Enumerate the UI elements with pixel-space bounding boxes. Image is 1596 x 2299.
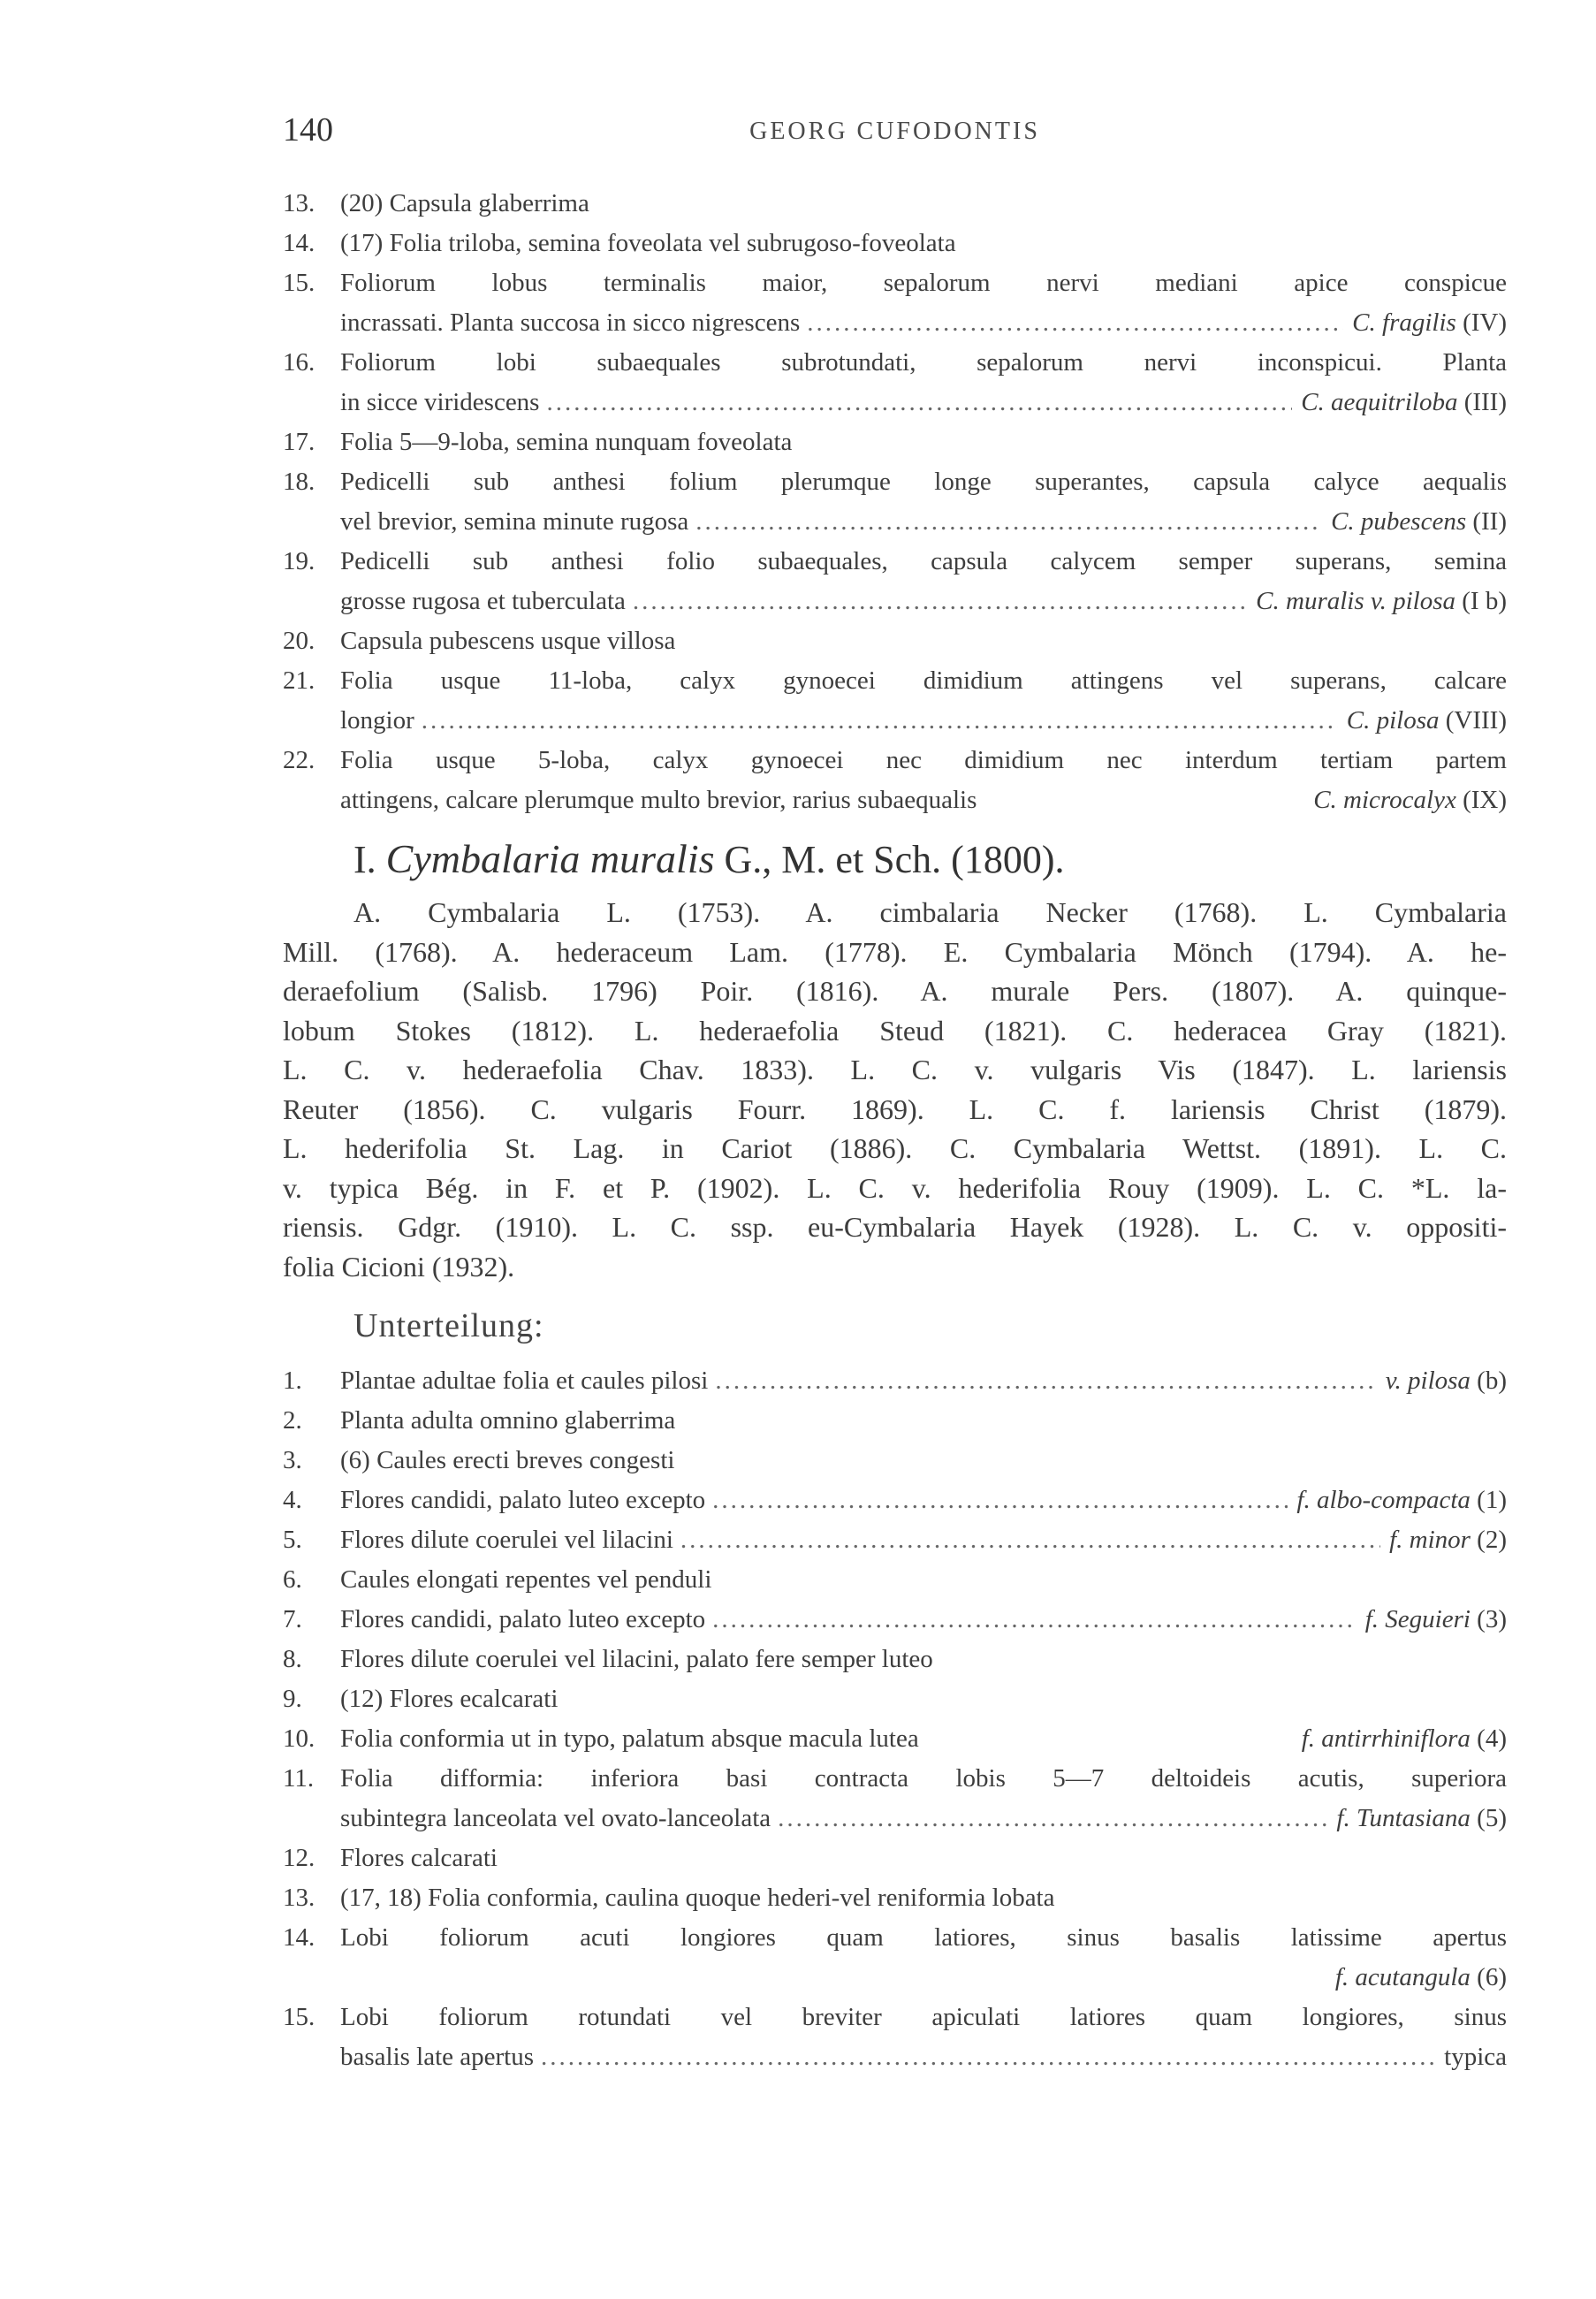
key-number: 14. xyxy=(283,1923,315,1952)
key-line xyxy=(283,184,1507,224)
taxon-code: (6) xyxy=(1470,1963,1507,1991)
key-number: 22. xyxy=(283,746,315,774)
key-text: (17, 18) Folia conformia, caulina quoque hederi-vel reniformia lobata xyxy=(340,1884,1055,1912)
taxon-code: (4) xyxy=(1470,1724,1507,1753)
key-line xyxy=(283,1799,1507,1838)
key-line xyxy=(283,1759,1507,1799)
species-numeral: I. xyxy=(353,838,376,881)
key-text: Capsula pubescens usque villosa xyxy=(340,627,676,655)
key-number: 12. xyxy=(283,1844,315,1872)
key-text: Folia usque 11-loba, calyx gynoecei dimidium attingens vel superans, calcare xyxy=(340,666,1507,695)
key-number: 20. xyxy=(283,627,315,655)
taxon-code: (5) xyxy=(1470,1804,1507,1832)
key-text: Lobi foliorum rotundati vel breviter apiculati latiores quam longiores, sinus xyxy=(340,2003,1507,2031)
taxon-code: (IX) xyxy=(1455,786,1507,814)
key-line xyxy=(283,462,1507,502)
key-number: 10. xyxy=(283,1724,315,1753)
taxon-name: C. muralis v. pilosa xyxy=(1256,587,1456,615)
taxon-code: (2) xyxy=(1470,1526,1507,1554)
key-text xyxy=(340,1958,1507,1998)
key-line xyxy=(283,661,1507,701)
key-text: Flores calcarati xyxy=(340,1844,498,1872)
key-text: Flores dilute coerulei vel lilacini, palato fere semper luteo xyxy=(340,1645,933,1673)
key-text: Lobi foliorum acuti longiores quam latiores, sinus basalis latissime apertus xyxy=(340,1923,1507,1952)
key-top xyxy=(283,184,1507,820)
leader-dots xyxy=(715,1361,1376,1401)
taxon-name: typica xyxy=(1444,2043,1507,2071)
key-text xyxy=(340,1600,1507,1640)
taxon-result xyxy=(1256,582,1507,621)
taxon-name: f. Tuntasiana xyxy=(1336,1804,1471,1832)
taxon-result xyxy=(1336,1799,1507,1838)
key-line xyxy=(283,1640,1507,1679)
page-number: 140 xyxy=(283,111,333,148)
key-line xyxy=(283,1600,1507,1640)
key-text: Planta adulta omnino glaberrima xyxy=(340,1406,676,1435)
key-number: 9. xyxy=(283,1685,302,1713)
key-text xyxy=(340,1361,1507,1401)
key-text xyxy=(340,582,1507,621)
taxon-code: (I b) xyxy=(1455,587,1507,615)
key-text-body: vel brevior, semina minute rugosa xyxy=(340,507,689,536)
key-bottom xyxy=(283,1361,1507,2077)
leader-dots xyxy=(422,701,1338,741)
key-text: Folia usque 5-loba, calyx gynoecei nec dimidium nec interdum tertiam partem xyxy=(340,746,1507,774)
key-text-body: Flores candidi, palato luteo excepto xyxy=(340,1605,706,1633)
taxon-result xyxy=(1386,1361,1507,1401)
key-number: 1. xyxy=(283,1366,302,1395)
key-text-body: in sicce viridescens xyxy=(340,388,540,416)
leader-dots xyxy=(680,1520,1380,1560)
taxon-code: (3) xyxy=(1470,1605,1507,1633)
species-name: Cymbalaria muralis xyxy=(385,836,715,881)
leader-dots xyxy=(541,2037,1435,2077)
key-line xyxy=(283,422,1507,462)
key-text xyxy=(340,502,1507,542)
taxon-code: (VIII) xyxy=(1439,706,1507,735)
key-text: (6) Caules erecti breves congesti xyxy=(340,1446,675,1474)
key-number: 5. xyxy=(283,1526,302,1554)
key-line xyxy=(283,1998,1507,2037)
synonymy-line: L. hederifolia St. Lag. in Cariot (1886). C. Cymbalaria Wettst. (1891). L. C. xyxy=(283,1132,1507,1164)
key-text: (17) Folia triloba, semina foveolata vel subrugoso-foveolata xyxy=(340,229,956,257)
key-text-body: Folia conformia ut in typo, palatum absque macula lutea xyxy=(340,1724,919,1753)
species-authors: G., M. et Sch. (1800). xyxy=(724,838,1065,881)
key-line xyxy=(283,1918,1507,1958)
key-text xyxy=(340,1520,1507,1560)
key-text: Folia 5—9-loba, semina nunquam foveolata xyxy=(340,428,793,456)
key-text xyxy=(340,303,1507,343)
synonymy-line: folia Cicioni (1932). xyxy=(283,1250,515,1283)
key-text xyxy=(340,2037,1507,2077)
synonymy-line: A. Cymbalaria L. (1753). A. cimbalaria Necker (1768). L. Cymbalaria xyxy=(353,896,1507,928)
key-line xyxy=(283,383,1507,422)
key-line xyxy=(283,1361,1507,1401)
taxon-result xyxy=(1301,383,1507,422)
taxon-result xyxy=(1352,303,1507,343)
key-number: 6. xyxy=(283,1565,302,1594)
synonymy-line: v. typica Bég. in F. et P. (1902). L. C. v. hederifolia Rouy (1909). L. C. *L. la- xyxy=(283,1171,1507,1204)
key-text xyxy=(340,1481,1507,1520)
leader-dots xyxy=(712,1600,1357,1640)
key-line xyxy=(283,1679,1507,1719)
running-head: GEORG CUFODONTIS xyxy=(749,118,1040,145)
taxon-name: f. antirrhiniflora xyxy=(1301,1724,1471,1753)
taxon-name: C. pubescens xyxy=(1331,507,1467,536)
key-text: Folia difformia: inferiora basi contracta lobis 5—7 deltoideis acutis, superiora xyxy=(340,1764,1507,1793)
key-line xyxy=(283,542,1507,582)
key-line xyxy=(283,1401,1507,1441)
leader-dots xyxy=(807,303,1343,343)
key-number: 19. xyxy=(283,547,315,575)
synonymy-line: Mill. (1768). A. hederaceum Lam. (1778). E. Cymbalaria Mönch (1794). A. he- xyxy=(283,935,1507,968)
synonymy-line: L. C. v. hederaefolia Chav. 1833). L. C. v. vulgaris Vis (1847). L. lariensis xyxy=(283,1054,1507,1085)
key-text-body: Flores candidi, palato luteo excepto xyxy=(340,1486,706,1514)
taxon-name: C. pilosa xyxy=(1346,706,1440,735)
taxon-name: f. minor xyxy=(1389,1526,1471,1554)
key-text xyxy=(340,1799,1507,1838)
key-line xyxy=(283,1878,1507,1918)
key-number: 3. xyxy=(283,1446,302,1474)
taxon-result xyxy=(1331,502,1507,542)
key-number: 13. xyxy=(283,1884,315,1912)
key-text: (20) Capsula glaberrima xyxy=(340,189,589,217)
key-text: Foliorum lobi subaequales subrotundati, sepalorum nervi inconspicui. Planta xyxy=(340,348,1507,377)
taxon-code: (b) xyxy=(1470,1366,1507,1395)
key-text: Foliorum lobus terminalis maior, sepalorum nervi mediani apice conspicue xyxy=(340,269,1507,297)
key-line xyxy=(283,1838,1507,1878)
key-text-body: subintegra lanceolata vel ovato-lanceolata xyxy=(340,1804,771,1832)
taxon-code: (1) xyxy=(1470,1486,1507,1514)
taxon-result xyxy=(1296,1481,1507,1520)
taxon-name: C. aequitriloba xyxy=(1301,388,1458,416)
taxon-name: f. albo-compacta xyxy=(1296,1486,1471,1514)
taxon-result xyxy=(1347,701,1507,741)
key-line xyxy=(283,502,1507,542)
taxon-result xyxy=(1389,1520,1507,1560)
key-text-body: Flores dilute coerulei vel lilacini xyxy=(340,1526,673,1554)
species-heading xyxy=(353,835,1065,882)
leader-dots xyxy=(712,1481,1288,1520)
taxon-code: (III) xyxy=(1457,388,1507,416)
taxon-result xyxy=(1444,2037,1507,2077)
key-text xyxy=(340,383,1507,422)
taxon-result xyxy=(1365,1600,1507,1640)
key-line xyxy=(283,2037,1507,2077)
key-line xyxy=(283,224,1507,263)
key-number: 21. xyxy=(283,666,315,695)
key-number: 15. xyxy=(283,2003,315,2031)
key-text-body: attingens, calcare plerumque multo brevior, rarius subaequalis xyxy=(340,786,977,814)
page-header xyxy=(283,110,1507,164)
key-number: 4. xyxy=(283,1486,302,1514)
taxon-name: C. fragilis xyxy=(1352,308,1456,337)
key-number: 7. xyxy=(283,1605,302,1633)
key-number: 17. xyxy=(283,428,315,456)
taxon-code: (IV) xyxy=(1455,308,1507,337)
key-text xyxy=(340,780,1507,820)
key-line xyxy=(283,741,1507,780)
key-text: Pedicelli sub anthesi folium plerumque longe superantes, capsula calyce aequalis xyxy=(340,468,1507,496)
key-text: (12) Flores ecalcarati xyxy=(340,1685,559,1713)
taxon-name: f. Seguieri xyxy=(1364,1605,1471,1633)
synonymy-line: riensis. Gdgr. (1910). L. C. ssp. eu-Cymbalaria Hayek (1928). L. C. v. oppositi- xyxy=(283,1211,1507,1243)
spacer xyxy=(919,1719,1302,1759)
key-text xyxy=(340,701,1507,741)
key-line xyxy=(283,343,1507,383)
key-number: 8. xyxy=(283,1645,302,1673)
key-number: 13. xyxy=(283,189,315,217)
key-line xyxy=(283,1560,1507,1600)
taxon-name: C. microcalyx xyxy=(1313,786,1456,814)
key-text-body: longior xyxy=(340,706,414,735)
leader-dots xyxy=(546,383,1292,422)
leader-dots xyxy=(633,582,1247,621)
key-line xyxy=(283,1958,1507,1998)
spacer xyxy=(977,780,1313,820)
key-text: Pedicelli sub anthesi folio subaequales, capsula calycem semper superans, semina xyxy=(340,547,1507,575)
key-line xyxy=(283,582,1507,621)
key-number: 15. xyxy=(283,269,315,297)
key-line xyxy=(283,263,1507,303)
leader-dots xyxy=(695,502,1322,542)
taxon-name: v. pilosa xyxy=(1385,1366,1471,1395)
key-number: 11. xyxy=(283,1764,315,1793)
key-text: Caules elongati repentes vel penduli xyxy=(340,1565,712,1594)
key-line xyxy=(283,701,1507,741)
synonymy xyxy=(283,893,1507,1286)
key-line xyxy=(283,1719,1507,1759)
key-number: 16. xyxy=(283,348,315,377)
key-line xyxy=(283,621,1507,661)
key-line xyxy=(283,1441,1507,1481)
key-text-body: basalis late apertus xyxy=(340,2043,535,2071)
key-line xyxy=(283,780,1507,820)
key-line xyxy=(283,303,1507,343)
subdivision-heading: Unterteilung: xyxy=(353,1307,544,1344)
key-text-body: grosse rugosa et tuberculata xyxy=(340,587,626,615)
synonymy-line: lobum Stokes (1812). L. hederaefolia Steud (1821). C. hederacea Gray (1821). xyxy=(283,1014,1507,1047)
key-number: 18. xyxy=(283,468,315,496)
key-text xyxy=(340,1719,1507,1759)
synonymy-line: Reuter (1856). C. vulgaris Fourr. 1869). L. C. f. lariensis Christ (1879). xyxy=(283,1092,1507,1125)
taxon-name: f. acutangula xyxy=(1334,1963,1471,1991)
key-line xyxy=(283,1520,1507,1560)
key-number: 2. xyxy=(283,1406,302,1435)
key-number: 14. xyxy=(283,229,315,257)
taxon-code: (II) xyxy=(1466,507,1507,536)
leader-dots xyxy=(778,1799,1327,1838)
key-text-body: Plantae adultae folia et caules pilosi xyxy=(340,1366,709,1395)
key-line xyxy=(283,1481,1507,1520)
key-text-body: incrassati. Planta succosa in sicco nigrescens xyxy=(340,308,801,337)
synonymy-line: deraefolium (Salisb. 1796) Poir. (1816). A. murale Pers. (1807). A. quinque- xyxy=(283,975,1507,1007)
